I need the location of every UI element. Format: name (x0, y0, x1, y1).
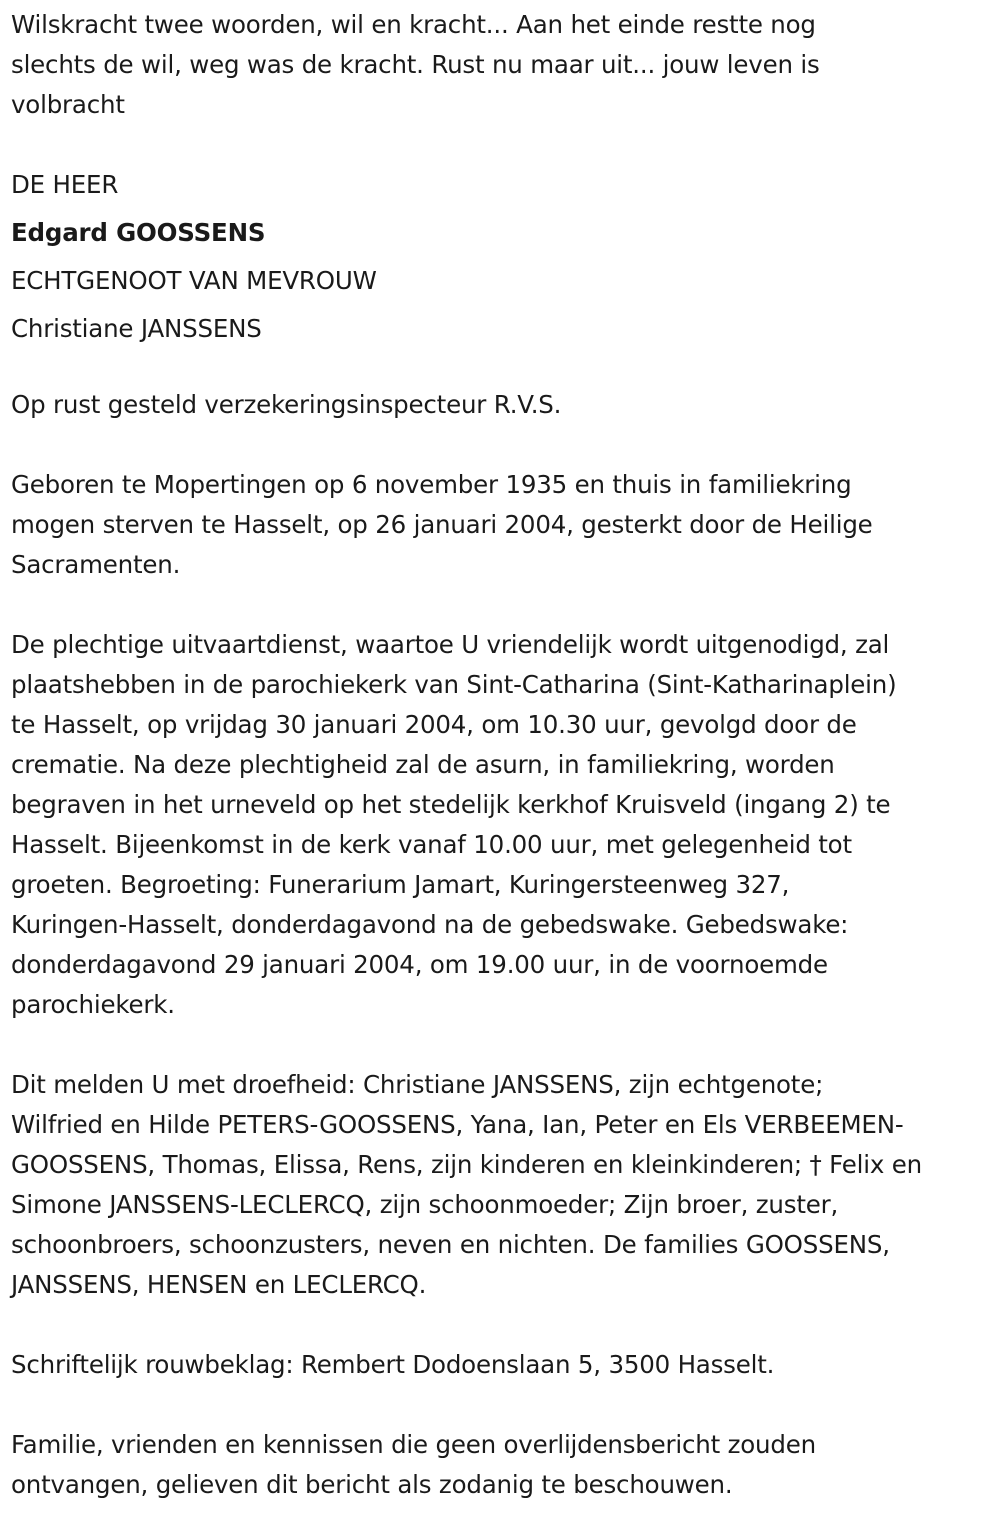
text-line: groeten. Begroeting: Funerarium Jamart, Kuringersteenweg 327, (11, 870, 790, 899)
spouse-name: Christiane JANSSENS (11, 314, 262, 343)
text-line: Simone JANSSENS-LECLERCQ, zijn schoonmoeder; Zijn broer, zuster, (11, 1190, 839, 1219)
motto-paragraph (11, 5, 1000, 125)
text-line: Geboren te Mopertingen op 6 november 1935 en thuis in familiekring (11, 470, 852, 499)
text-line: volbracht (11, 90, 125, 119)
relation-label: ECHTGENOOT VAN MEVROUW (11, 266, 377, 295)
funeral-details-paragraph (11, 625, 1000, 1025)
text-line: Op rust gesteld verzekeringsinspecteur R.V.S. (11, 390, 562, 419)
text-line: Schriftelijk rouwbeklag: Rembert Dodoenslaan 5, 3500 Hasselt. (11, 1350, 775, 1379)
family-paragraph (11, 1065, 1000, 1305)
text-line: schoonbroers, schoonzusters, neven en nichten. De families GOOSSENS, (11, 1230, 890, 1259)
text-line: slechts de wil, weg was de kracht. Rust nu maar uit... jouw leven is (11, 50, 820, 79)
text-line: Sacramenten. (11, 550, 181, 579)
name-block (11, 161, 1000, 353)
text-line: mogen sterven te Hasselt, op 26 januari 2004, gesterkt door de Heilige (11, 510, 873, 539)
text-line: parochiekerk. (11, 990, 175, 1019)
notice-paragraph (11, 1425, 1000, 1505)
text-line: plaatshebben in de parochiekerk van Sint-Catharina (Sint-Katharinaplein) (11, 670, 897, 699)
text-line: Wilfried en Hilde PETERS-GOOSSENS, Yana, Ian, Peter en Els VERBEEMEN- (11, 1110, 904, 1139)
text-line: Wilskracht twee woorden, wil en kracht... Aan het einde restte nog (11, 10, 816, 39)
text-line: te Hasselt, op vrijdag 30 januari 2004, om 10.30 uur, gevolgd door de (11, 710, 857, 739)
text-line: begraven in het urneveld op het stedelijk kerkhof Kruisveld (ingang 2) te (11, 790, 891, 819)
text-line: crematie. Na deze plechtigheid zal de asurn, in familiekring, worden (11, 750, 835, 779)
text-line: JANSSENS, HENSEN en LECLERCQ. (11, 1270, 427, 1299)
text-line: De plechtige uitvaartdienst, waartoe U vriendelijk wordt uitgenodigd, zal (11, 630, 890, 659)
birth-death-paragraph (11, 465, 1000, 585)
body-paragraphs (11, 385, 1000, 1505)
text-line: Hasselt. Bijeenkomst in de kerk vanaf 10.00 uur, met gelegenheid tot (11, 830, 852, 859)
text-line: GOOSSENS, Thomas, Elissa, Rens, zijn kinderen en kleinkinderen; † Felix en (11, 1150, 922, 1179)
text-line: donderdagavond 29 januari 2004, om 19.00 uur, in de voornoemde (11, 950, 828, 979)
text-line: Familie, vrienden en kennissen die geen overlijdensbericht zouden (11, 1430, 816, 1459)
text-line: Dit melden U met droefheid: Christiane JANSSENS, zijn echtgenote; (11, 1070, 824, 1099)
deceased-name: Edgard GOOSSENS (11, 218, 266, 247)
honorific: DE HEER (11, 170, 119, 199)
text-line: Kuringen-Hasselt, donderdagavond na de gebedswake. Gebedswake: (11, 910, 849, 939)
text-line: ontvangen, gelieven dit bericht als zodanig te beschouwen. (11, 1470, 733, 1499)
occupation-paragraph (11, 385, 1000, 425)
condolence-address-paragraph (11, 1345, 1000, 1385)
